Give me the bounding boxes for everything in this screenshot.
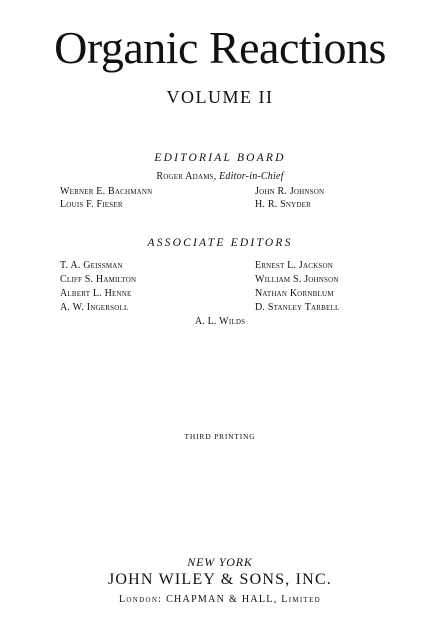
associate-editor: T. A. Geissman (60, 260, 123, 271)
publisher-city: NEW YORK (187, 555, 253, 569)
associate-editor: Ernest L. Jackson (255, 260, 333, 271)
editor-in-chief-role: Editor-in-Chief (219, 171, 284, 182)
editorial-member: John R. Johnson (255, 186, 325, 197)
editorial-board-heading: EDITORIAL BOARD (154, 152, 286, 164)
editorial-member: Louis F. Fieser (60, 199, 123, 210)
associate-editor: William S. Johnson (255, 274, 339, 285)
editorial-member: Werner E. Bachmann (60, 186, 153, 197)
distributor-city: London: (118, 594, 163, 605)
printing-note: THIRD PRINTING (184, 432, 256, 441)
distributor-line (0, 594, 440, 606)
book-title: Organic Reactions (54, 22, 386, 73)
associate-editor: D. Stanley Tarbell (255, 302, 340, 313)
editorial-member: H. R. Snyder (255, 199, 311, 210)
associate-editor: A. W. Ingersoll (60, 302, 129, 313)
associate-editor-last: A. L. Wilds (194, 316, 246, 327)
associate-editor: Cliff S. Hamilton (60, 274, 137, 285)
publisher-name: JOHN WILEY & SONS, INC. (107, 571, 333, 588)
volume-number: VOLUME II (166, 87, 274, 107)
associate-editor: Albert L. Henne (60, 288, 132, 299)
editor-in-chief-name: Roger Adams, (156, 171, 217, 182)
associate-editors-heading: ASSOCIATE EDITORS (147, 237, 293, 249)
associate-editor: Nathan Kornblum (255, 288, 334, 299)
distributor-name: CHAPMAN & HALL, Limited (166, 594, 322, 605)
editor-in-chief (0, 171, 440, 183)
